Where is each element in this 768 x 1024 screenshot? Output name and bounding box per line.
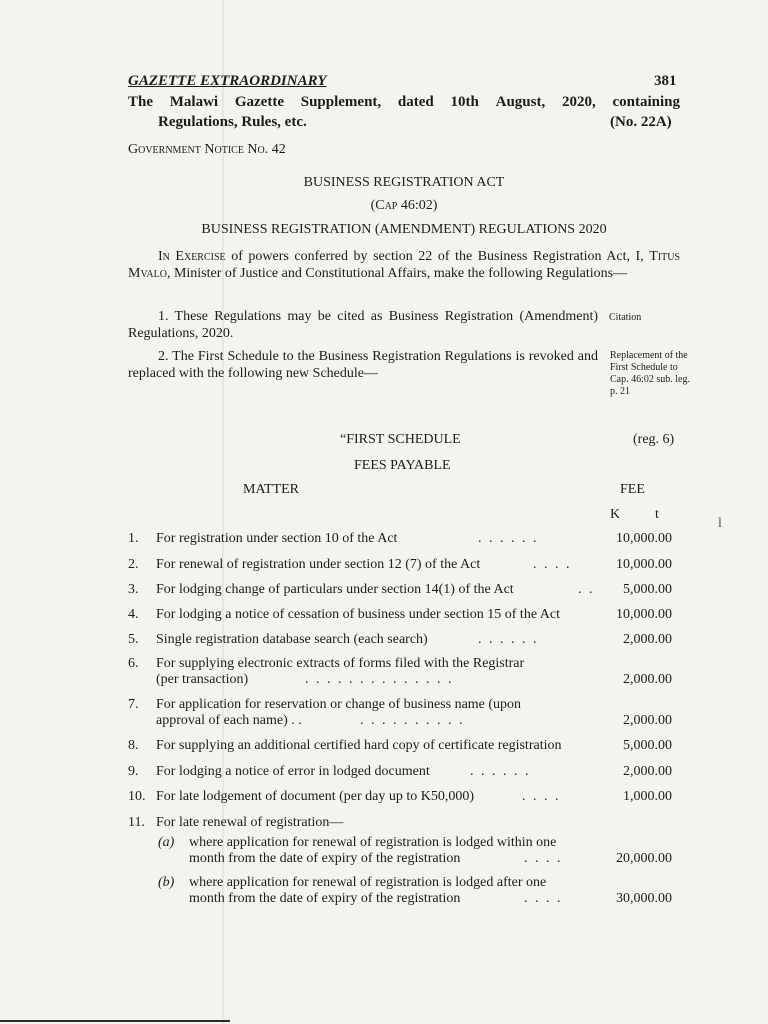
fee-amount: 30,000.00	[616, 891, 672, 906]
fee-amount: 20,000.00	[616, 851, 672, 866]
fee-item-text: For supplying electronic extracts of forms filed with the Registrar	[156, 656, 525, 671]
fee-item-number: 9.	[128, 764, 139, 779]
leader-dots: . . . .	[533, 557, 572, 572]
supplement-word: 10th	[450, 94, 479, 110]
supplement-word: 2020,	[561, 94, 596, 110]
fee-item-number: 2.	[128, 557, 139, 572]
fee-amount: 2,000.00	[623, 632, 672, 647]
sub-item-text: where application for renewal of registration is lodged after one	[189, 875, 547, 890]
fee-item-text: For application for reservation or change of business name (upon	[156, 697, 522, 712]
fee-item-number: 6.	[128, 656, 139, 671]
sub-item-mark: (b)	[158, 875, 175, 890]
paragraph-citation: 1. These Regulations may be cited as Business Registration (Amendment) Regulations, 2020.	[128, 309, 598, 341]
gazette-title: GAZETTE EXTRAORDINARY	[128, 73, 327, 89]
fees-title: FEES PAYABLE	[354, 458, 451, 473]
supplement-word: Malawi	[169, 94, 219, 110]
act-title: BUSINESS REGISTRATION ACT	[303, 175, 505, 190]
fee-item-text: For registration under section 10 of the Act	[156, 531, 398, 546]
fee-amount: 2,000.00	[623, 713, 672, 728]
fee-amount: 10,000.00	[616, 557, 672, 572]
supplement-subtitle: Regulations, Rules, etc.	[158, 114, 307, 130]
matter-header: MATTER	[243, 482, 299, 497]
leader-dots: . .	[578, 582, 595, 597]
leader-dots: . . . . . .	[478, 632, 539, 647]
intro-text-a: of powers conferred by section 22 of the Business Registration Act, I,	[225, 249, 650, 264]
leader-dots: . . . . . . . . . .	[360, 713, 465, 728]
regulations-title: BUSINESS REGISTRATION (AMENDMENT) REGULATIONS 2020	[201, 222, 607, 237]
intro-text-b: , Minister of Justice and Constitutional Affairs, make the following Regulations—	[166, 266, 628, 281]
fee-item-text: For supplying an additional certified hard copy of certificate registration	[156, 738, 562, 753]
fee-amount: 1,000.00	[623, 789, 672, 804]
fee-item-text: (per transaction)	[156, 672, 249, 687]
sub-item-text: month from the date of expiry of the registration	[189, 891, 461, 906]
margin-note-citation: Citation	[609, 312, 642, 323]
intro-lead: In Exercise	[158, 249, 226, 264]
leader-dots: . . . . . .	[478, 531, 539, 546]
supplement-line	[128, 94, 680, 111]
supplement-word: containing	[612, 94, 680, 110]
supplement-word: dated	[397, 94, 434, 110]
fee-amount: 5,000.00	[623, 582, 672, 597]
fee-header: FEE	[620, 482, 645, 497]
fee-item-text: approval of each name) . .	[156, 713, 302, 728]
sub-item-text: where application for renewal of registration is lodged within one	[189, 835, 557, 850]
fee-item-number: 4.	[128, 607, 139, 622]
government-notice: Government Notice No. 42	[128, 142, 286, 157]
bottom-rule	[0, 1020, 230, 1022]
fee-item-text: For lodging a notice of cessation of business under section 15 of the Act	[156, 607, 560, 622]
leader-dots: . . . .	[524, 891, 563, 906]
fee-item-number: 10.	[128, 789, 146, 804]
sub-item-text: month from the date of expiry of the registration	[189, 851, 461, 866]
fee-amount: 10,000.00	[616, 531, 672, 546]
paragraph-replacement: 2. The First Schedule to the Business Registration Regulations is revoked and replaced with the following new Schedule—	[128, 349, 598, 381]
margin-note-replacement: Replacement of the First Schedule to Cap. 46:02 sub. leg. p. 21	[610, 350, 690, 397]
supplement-word: The	[128, 94, 154, 110]
fee-amount: 2,000.00	[623, 672, 672, 687]
page-number: 381	[654, 73, 677, 89]
fee-item-number: 7.	[128, 697, 139, 712]
schedule-reg-ref: (reg. 6)	[633, 432, 675, 447]
intro-paragraph	[128, 248, 680, 282]
supplement-word: August,	[495, 94, 546, 110]
fee-item-number: 8.	[128, 738, 139, 753]
fee-item-number: 3.	[128, 582, 139, 597]
fee-item-number: 11.	[128, 815, 145, 830]
supplement-word: Gazette	[234, 94, 284, 110]
stray-mark: l	[718, 516, 722, 531]
fee-item-text: For late renewal of registration—	[156, 815, 344, 830]
supplement-number: (No. 22A)	[610, 114, 672, 130]
fee-item-text: For lodging a notice of error in lodged document	[156, 764, 430, 779]
sub-item-mark: (a)	[158, 835, 175, 850]
leader-dots: . . . . . . . . . . . . . .	[305, 672, 454, 687]
leader-dots: . . . .	[522, 789, 561, 804]
fee-amount: 5,000.00	[623, 738, 672, 753]
leader-dots: . . . .	[524, 851, 563, 866]
schedule-title: “FIRST SCHEDULE	[340, 432, 461, 447]
leader-dots: . . . . . .	[470, 764, 531, 779]
fee-item-text: For late lodgement of document (per day up to K50,000)	[156, 789, 475, 804]
fee-item-text: For renewal of registration under section 12 (7) of the Act	[156, 557, 481, 572]
fee-amount: 2,000.00	[623, 764, 672, 779]
fee-amount: 10,000.00	[616, 607, 672, 622]
cap-reference: (Cap 46:02)	[370, 198, 438, 213]
fee-item-number: 1.	[128, 531, 139, 546]
supplement-word: Supplement,	[300, 94, 382, 110]
fee-item-text: Single registration database search (each search)	[156, 632, 428, 647]
fee-item-number: 5.	[128, 632, 139, 647]
fee-item-text: For lodging change of particulars under section 14(1) of the Act	[156, 582, 514, 597]
minister-name: Titus Mvalo	[128, 249, 680, 281]
kwacha-header: K	[610, 507, 621, 522]
tambala-header: t	[655, 507, 659, 522]
